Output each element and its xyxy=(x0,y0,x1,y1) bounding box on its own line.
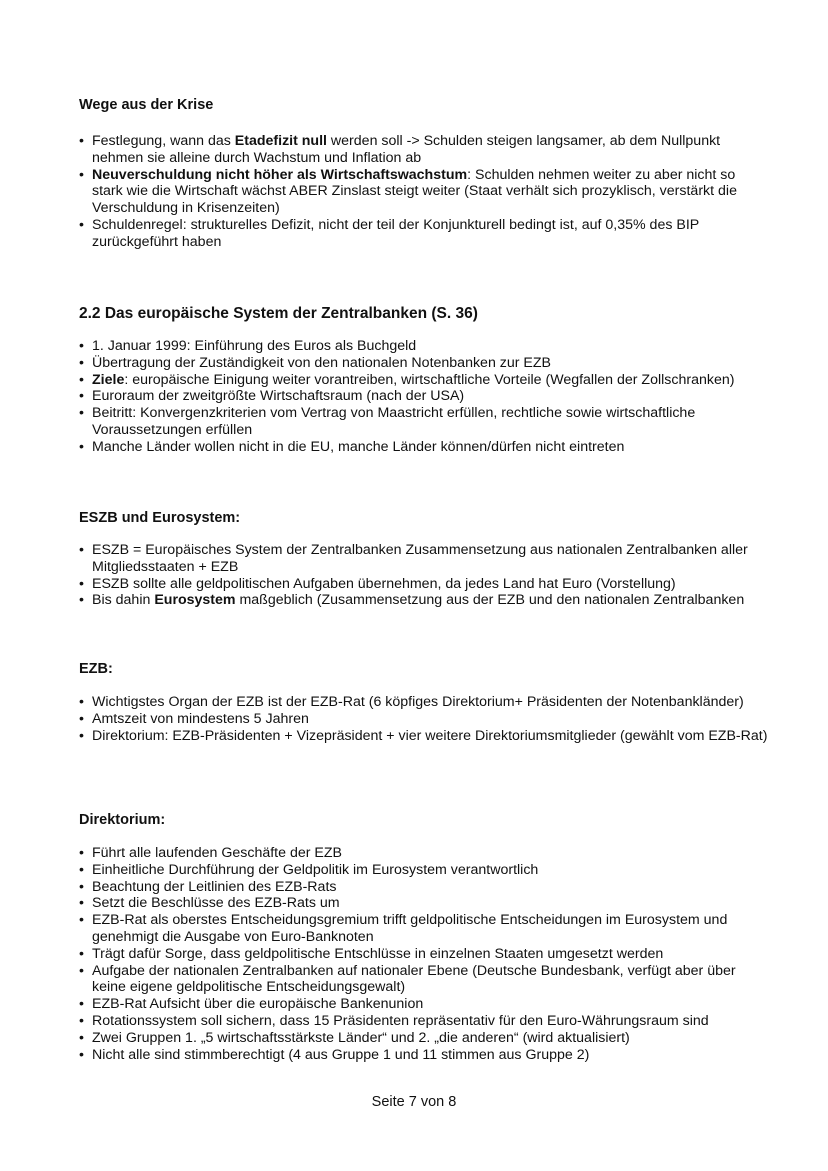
bullet-item xyxy=(79,694,769,711)
item-text: Nicht alle sind stimmberechtigt (4 aus Gruppe 1 und 11 stimmen aus Gruppe 2) xyxy=(92,1046,590,1063)
bullet-list-eurosystem xyxy=(79,542,769,609)
bullet-item xyxy=(79,845,769,862)
bullet-item xyxy=(79,912,769,946)
item-text: werden soll -> Schulden steigen langsamer, ab dem Nullpunkt nehmen sie alleine durch Wachstum und Inflation ab xyxy=(92,133,721,166)
section-heading-ezb: EZB: xyxy=(79,661,113,677)
item-text: Einheitliche Durchführung der Geldpolitik im Eurosystem verantwortlich xyxy=(92,861,539,878)
bullet-list-krise xyxy=(79,133,769,251)
bullet-list-chapter xyxy=(79,338,769,456)
item-text: Wichtigstes Organ der EZB ist der EZB-Rat (6 köpfiges Direktorium+ Präsidenten der Notenbankländer) xyxy=(92,694,744,710)
item-text: ESZB = Europäisches System der Zentralbanken Zusammensetzung aus nationalen Zentralbanken aller Mitgliedsstaaten + EZB xyxy=(92,542,748,575)
section-heading-eszb-chapter: 2.2 Das europäische System der Zentralbanken (S. 36) xyxy=(79,305,478,322)
bullet-item xyxy=(79,963,769,997)
bullet-item xyxy=(79,542,769,576)
item-text: EZB-Rat als oberstes Entscheidungsgremium trifft geldpolitische Entscheidungen im Eurosystem und genehmigt die Ausgabe von Euro-Banknoten xyxy=(92,912,728,945)
item-text: EZB-Rat Aufsicht über die europäische Bankenunion xyxy=(92,996,424,1013)
item-text: Schuldenregel: strukturelles Defizit, nicht der teil der Konjunkturell bedingt ist, auf 0,35% des BIP zurückgeführt haben xyxy=(92,216,699,250)
bullet-item xyxy=(79,1047,769,1064)
bullet-item xyxy=(79,862,769,879)
item-text: 1. Januar 1999: Einführung des Euros als Buchgeld xyxy=(92,338,417,354)
bullet-item xyxy=(79,133,769,167)
item-text: Aufgabe der nationalen Zentralbanken auf nationaler Ebene (Deutsche Bundesbank, verfügt aber über keine eigene geldpolitische Entscheidungsgewalt) xyxy=(92,962,736,996)
item-text: Trägt dafür Sorge, dass geldpolitische Entschlüsse in einzelnen Staaten umgesetzt werden xyxy=(92,945,664,962)
bullet-item xyxy=(79,405,769,439)
item-text: Zwei Gruppen 1. „5 wirtschaftsstärkste Länder“ und 2. „die anderen“ (wird aktualisiert) xyxy=(92,1029,630,1046)
bold-term: Neuverschuldung nicht höher als Wirtschaftswachstum xyxy=(92,166,468,183)
bullet-item xyxy=(79,879,769,896)
item-text: maßgeblich (Zusammensetzung aus der EZB und den nationalen Zentralbanken xyxy=(235,592,745,609)
bullet-item xyxy=(79,576,769,593)
section-heading-eurosystem: ESZB und Eurosystem: xyxy=(79,510,241,526)
item-text: Übertragung der Zuständigkeit von den nationalen Notenbanken zur EZB xyxy=(92,354,552,371)
item-text: Bis dahin xyxy=(92,592,155,609)
bullet-item xyxy=(79,217,769,251)
item-text: Amtszeit von mindestens 5 Jahren xyxy=(92,710,309,727)
bullet-item xyxy=(79,355,769,372)
bullet-item xyxy=(79,592,769,609)
item-text: : Schulden nehmen weiter zu aber nicht so stark wie die Wirtschaft wächst ABER Zinslast steigt weiter (Staat verhält sich prozyklisch, verstärkt die Verschuldung in Krisenzeiten) xyxy=(92,166,737,217)
item-text: Beitritt: Konvergenzkriterien vom Vertrag von Maastricht erfüllen, rechtliche sowie wirtschaftliche Voraussetzungen erfüllen xyxy=(92,405,696,438)
item-text: ESZB sollte alle geldpolitischen Aufgaben übernehmen, da jedes Land hat Euro (Vorstellung) xyxy=(92,575,676,592)
bullet-item xyxy=(79,895,769,912)
item-text: Führt alle laufenden Geschäfte der EZB xyxy=(92,845,342,861)
bullet-item xyxy=(79,1013,769,1030)
bullet-list-ezb xyxy=(79,694,769,744)
bullet-item xyxy=(79,439,769,456)
bullet-list-direktorium xyxy=(79,845,769,1063)
bullet-item xyxy=(79,388,769,405)
section-heading-direktorium: Direktorium: xyxy=(79,812,166,828)
item-text: Beachtung der Leitlinien des EZB-Rats xyxy=(92,878,337,895)
bullet-item xyxy=(79,372,769,389)
item-text: Euroraum der zweitgrößte Wirtschaftsraum (nach der USA) xyxy=(92,388,465,405)
bold-term: Ziele xyxy=(92,371,125,388)
bold-term: Eurosystem xyxy=(154,592,236,609)
bullet-item xyxy=(79,996,769,1013)
bullet-item xyxy=(79,167,769,217)
bold-term: Etadefizit null xyxy=(234,133,327,149)
page-number-footer: Seite 7 von 8 xyxy=(371,1094,457,1110)
item-text: : europäische Einigung weiter vorantreiben, wirtschaftliche Vorteile (Wegfallen der Zollschranken) xyxy=(124,371,735,388)
section-heading-krise: Wege aus der Krise xyxy=(79,97,214,113)
item-text: Setzt die Beschlüsse des EZB-Rats um xyxy=(92,895,340,912)
item-text: Manche Länder wollen nicht in die EU, manche Länder können/dürfen nicht eintreten xyxy=(92,438,625,455)
item-text: Rotationssystem soll sichern, dass 15 Präsidenten repräsentativ für den Euro-Währungsraum sind xyxy=(92,1012,709,1029)
bullet-item xyxy=(79,728,769,745)
bullet-item xyxy=(79,1030,769,1047)
item-text: Festlegung, wann das xyxy=(92,133,235,149)
bullet-item xyxy=(79,338,769,355)
item-text: Direktorium: EZB-Präsidenten + Vizepräsident + vier weitere Direktoriumsmitglieder (gewählt vom EZB-Rat) xyxy=(92,727,768,744)
bullet-item xyxy=(79,711,769,728)
bullet-item xyxy=(79,946,769,963)
